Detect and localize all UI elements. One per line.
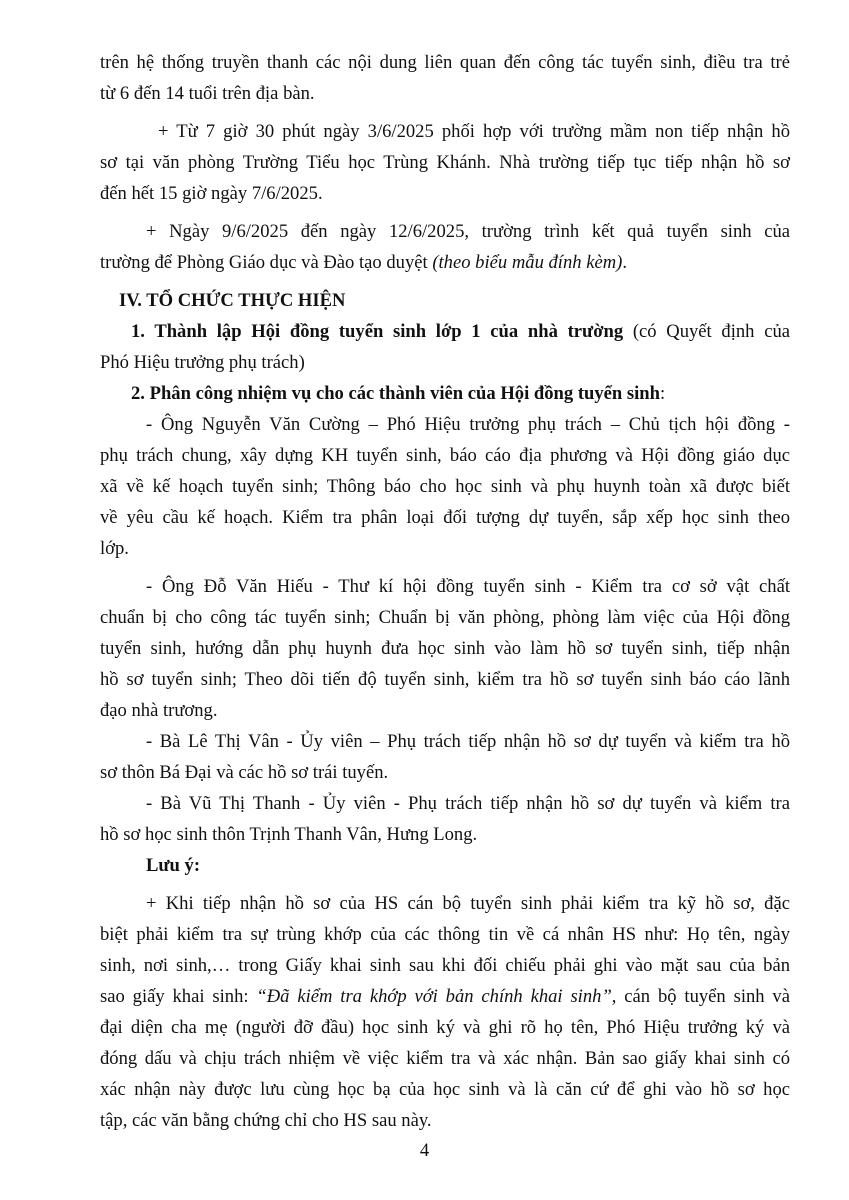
italic-note: (theo biểu mẫu đính kèm) <box>432 252 623 273</box>
note-line: xác nhận này được lưu cùng học bạ của học sinh và là căn cứ để ghi vào hồ sơ học <box>100 1079 790 1100</box>
section-heading: IV. TỔ CHỨC THỰC HIỆN <box>119 290 346 311</box>
item-heading: 1. Thành lập Hội đồng tuyển sinh lớp 1 của nhà trường (có Quyết định của <box>131 321 790 342</box>
note-line: tập, các văn bằng chứng chỉ cho HS sau này. <box>100 1110 432 1131</box>
paragraph-line: đến hết 15 giờ ngày 7/6/2025. <box>100 183 323 204</box>
page-number: 4 <box>419 1140 430 1161</box>
note-line: đóng dấu và chịu trách nhiệm về việc kiểm tra và xác nhận. Bản sao giấy khai sinh có <box>100 1048 790 1069</box>
note-heading: Lưu ý: <box>146 855 201 876</box>
member-line: hồ sơ học sinh thôn Trịnh Thanh Vân, Hưng Long. <box>100 824 478 845</box>
paragraph-line: + Từ 7 giờ 30 phút ngày 3/6/2025 phối hợp với trường mầm non tiếp nhận hồ <box>158 121 790 142</box>
paragraph-line: trên hệ thống truyền thanh các nội dung liên quan đến công tác tuyển sinh, điều tra trẻ <box>100 52 790 73</box>
member-line: xã về kế hoạch tuyển sinh; Thông báo cho học sinh và phụ huynh toàn xã được biết <box>100 476 790 497</box>
paragraph-line: sơ tại văn phòng Trường Tiểu học Trùng Khánh. Nhà trường tiếp tục tiếp nhận hồ sơ <box>100 152 790 173</box>
member-line: sơ thôn Bá Đại và các hồ sơ trái tuyến. <box>100 762 389 783</box>
member-line: - Ông Nguyễn Văn Cường – Phó Hiệu trưởng phụ trách – Chủ tịch hội đồng - <box>146 414 790 435</box>
note-line: đại diện cha mẹ (người đỡ đầu) học sinh ký và ghi rõ họ tên, Phó Hiệu trưởng ký và <box>100 1017 790 1038</box>
italic-quote: “Đã kiểm tra khớp với bản chính khai sinh” <box>256 986 612 1007</box>
item-heading: 2. Phân công nhiệm vụ cho các thành viên của Hội đồng tuyển sinh: <box>131 383 666 404</box>
member-line: lớp. <box>100 538 129 559</box>
member-line: đạo nhà trương. <box>100 700 218 721</box>
note-line: sao giấy khai sinh: “Đã kiểm tra khớp với bản chính khai sinh”, cán bộ tuyển sinh và <box>100 986 790 1007</box>
paragraph-line: trường để Phòng Giáo dục và Đào tạo duyệt (theo biểu mẫu đính kèm). <box>100 252 627 273</box>
member-line: - Bà Vũ Thị Thanh - Ủy viên - Phụ trách tiếp nhận hồ sơ dự tuyển và kiểm tra <box>146 793 790 814</box>
member-line: chuẩn bị cho công tác tuyển sinh; Chuẩn bị văn phòng, phòng làm việc của Hội đồng <box>100 607 790 628</box>
member-line: hồ sơ tuyển sinh; Theo dõi tiến độ tuyển sinh, kiểm tra hồ sơ tuyển sinh báo cáo lãnh <box>100 669 790 690</box>
member-line: - Bà Lê Thị Vân - Ủy viên – Phụ trách tiếp nhận hồ sơ dự tuyển và kiểm tra hồ <box>146 731 790 752</box>
member-line: về yêu cầu kế hoạch. Kiểm tra phân loại đối tượng dự tuyển, sắp xếp học sinh theo <box>100 507 790 528</box>
note-line: biệt phải kiểm tra sự trùng khớp của các thông tin về cá nhân HS như: Họ tên, ngày <box>100 924 790 945</box>
note-line: + Khi tiếp nhận hồ sơ của HS cán bộ tuyển sinh phải kiểm tra kỹ hồ sơ, đặc <box>146 893 790 914</box>
member-line: tuyển sinh, hướng dẫn phụ huynh đưa học sinh vào làm hồ sơ tuyển sinh, tiếp nhận <box>100 638 790 659</box>
paragraph-line: từ 6 đến 14 tuổi trên địa bàn. <box>100 83 315 104</box>
member-line: phụ trách chung, xây dựng KH tuyển sinh, báo cáo địa phương và Hội đồng giáo dục <box>100 445 790 466</box>
note-line: sinh, nơi sinh,… trong Giấy khai sinh sau khi đối chiếu phải ghi vào mặt sau của bản <box>100 955 790 976</box>
member-line: - Ông Đỗ Văn Hiếu - Thư kí hội đồng tuyển sinh - Kiểm tra cơ sở vật chất <box>146 576 790 597</box>
paragraph-line: + Ngày 9/6/2025 đến ngày 12/6/2025, trường trình kết quả tuyển sinh của <box>146 221 790 242</box>
paragraph-line: Phó Hiệu trưởng phụ trách) <box>100 352 305 373</box>
